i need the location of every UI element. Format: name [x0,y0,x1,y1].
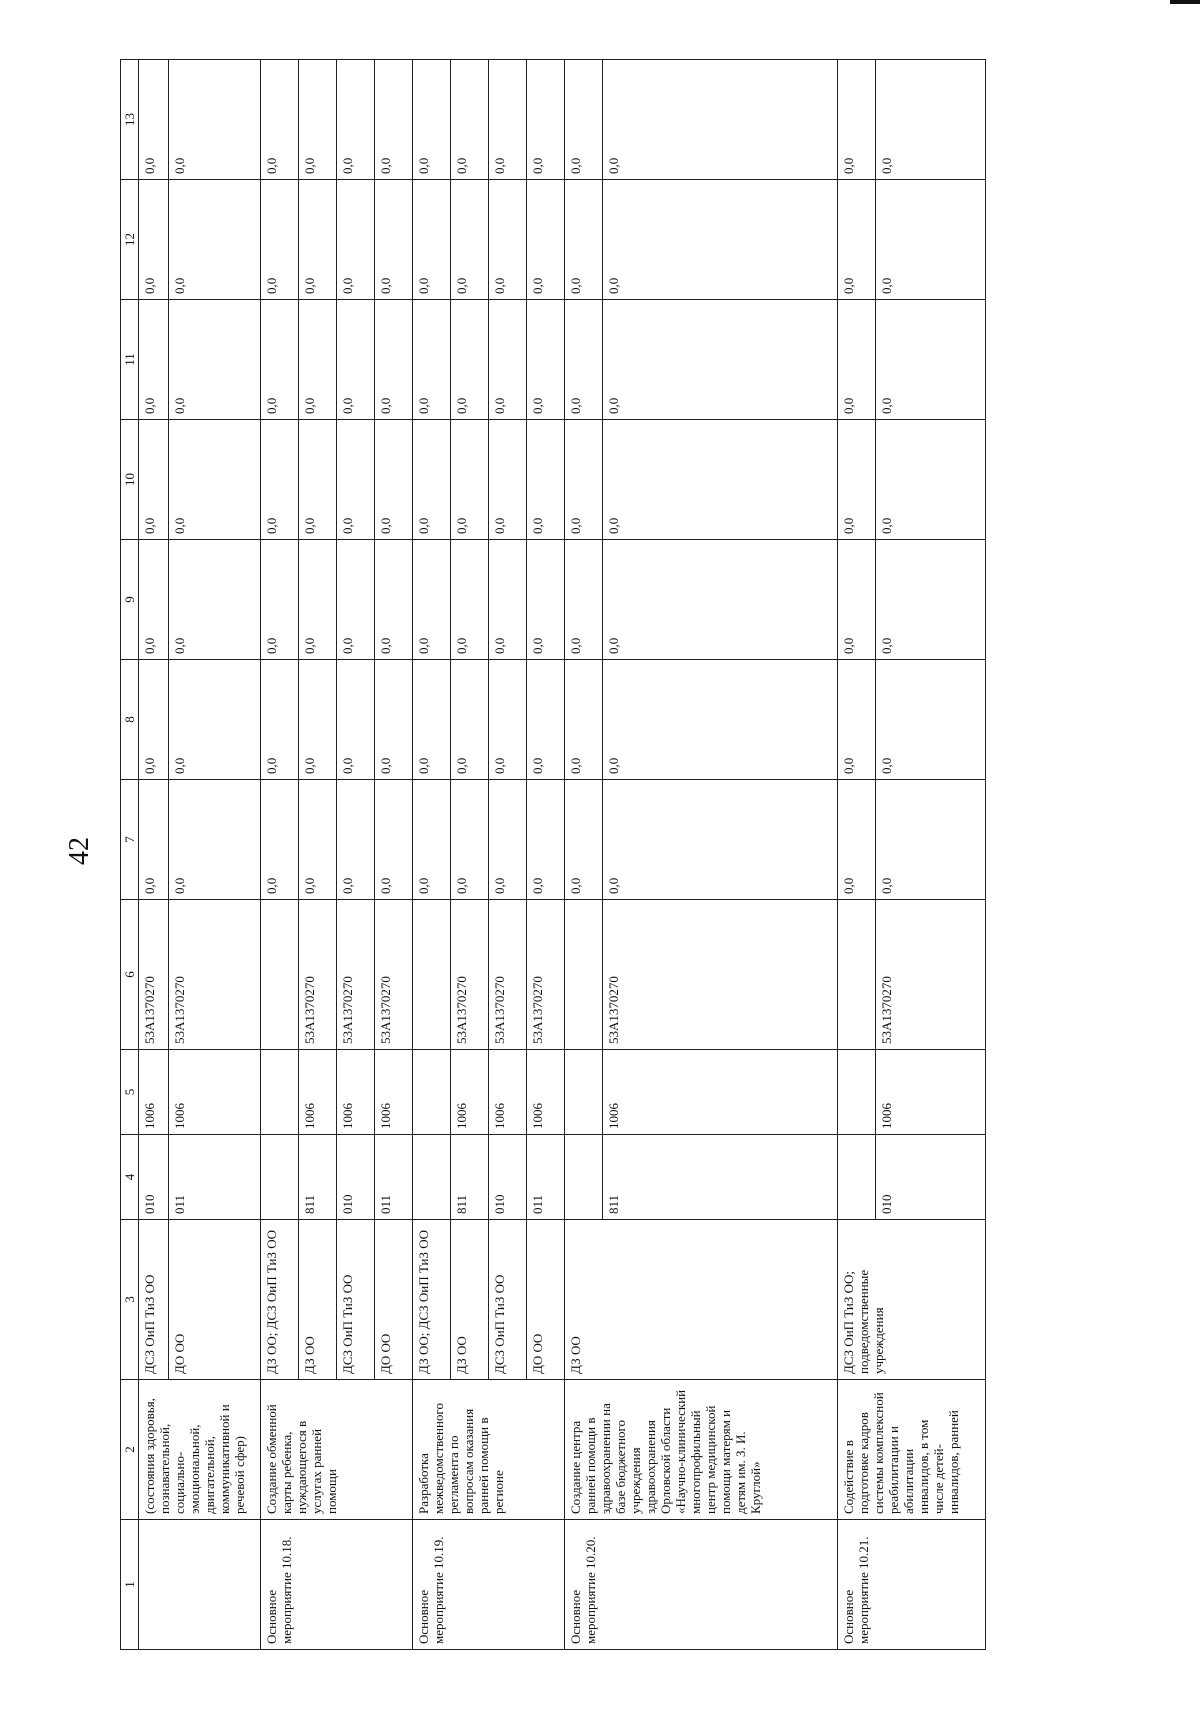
grbs-code: 010 [876,1135,986,1220]
value-cell: 0,0 [337,180,375,300]
col-header: 7 [121,780,139,900]
section-code: 1006 [603,1050,838,1135]
value-cell: 0,0 [876,660,986,780]
value-cell: 0,0 [451,660,489,780]
value-cell: 0,0 [876,300,986,420]
value-cell: 0,0 [565,540,603,660]
section-code [838,1050,876,1135]
value-cell: 0,0 [876,60,986,180]
col-header: 4 [121,1135,139,1220]
value-cell: 0,0 [565,780,603,900]
activity-description: Разработка межведомственного регламента по вопросам оказания ранней помощи в регионе [413,1380,565,1520]
value-cell: 0,0 [489,660,527,780]
activity-number: Основное мероприятие 10.20. [565,1520,838,1650]
activity-number: Основное мероприятие 10.21. [838,1520,986,1650]
value-cell: 0,0 [876,780,986,900]
value-cell: 0,0 [489,540,527,660]
value-cell: 0,0 [603,660,838,780]
value-cell: 0,0 [169,60,261,180]
grbs-code: 811 [299,1135,337,1220]
section-code: 1006 [527,1050,565,1135]
section-code: 1006 [169,1050,261,1135]
value-cell: 0,0 [337,300,375,420]
value-cell: 0,0 [413,660,451,780]
executor-cell: ДСЗ ОиП ТиЗ ОО [337,1220,375,1380]
table-row [261,60,299,1650]
grbs-code: 010 [139,1135,169,1220]
value-cell: 0,0 [375,660,413,780]
value-cell: 0,0 [838,780,876,900]
value-cell: 0,0 [838,180,876,300]
value-cell: 0,0 [261,540,299,660]
value-cell: 0,0 [876,180,986,300]
value-cell: 0,0 [139,660,169,780]
col-header: 2 [121,1380,139,1520]
target-code: 53А1370270 [299,900,337,1050]
section-code [565,1050,603,1135]
target-code: 53А1370270 [337,900,375,1050]
value-cell: 0,0 [838,540,876,660]
value-cell: 0,0 [527,540,565,660]
value-cell: 0,0 [489,780,527,900]
value-cell: 0,0 [565,180,603,300]
value-cell: 0,0 [527,300,565,420]
col-header: 12 [121,180,139,300]
target-code: 53А1370270 [375,900,413,1050]
value-cell: 0,0 [876,540,986,660]
value-cell: 0,0 [603,60,838,180]
value-cell: 0,0 [527,660,565,780]
value-cell: 0,0 [139,420,169,540]
section-code: 1006 [375,1050,413,1135]
value-cell: 0,0 [337,540,375,660]
executor-cell: ДО ОО [375,1220,413,1380]
executor-cell: ДО ОО [527,1220,565,1380]
column-number-row [121,60,139,1650]
grbs-code: 011 [169,1135,261,1220]
executor-cell: ДСЗ ОиП ТиЗ ОО; подведомственные учреждения [838,1220,986,1380]
value-cell: 0,0 [565,420,603,540]
value-cell: 0,0 [299,180,337,300]
grbs-code [838,1135,876,1220]
value-cell: 0,0 [261,300,299,420]
value-cell: 0,0 [261,660,299,780]
value-cell: 0,0 [169,180,261,300]
target-code: 53А1370270 [139,900,169,1050]
value-cell: 0,0 [451,300,489,420]
value-cell: 0,0 [451,60,489,180]
grbs-code: 811 [603,1135,838,1220]
value-cell: 0,0 [565,60,603,180]
col-header: 8 [121,660,139,780]
activity-description: (состояния здоровья, познавательной, социально-эмоциональной, двигательной, коммуникативной и речевой сфер) [139,1380,261,1520]
table-row [139,60,169,1650]
value-cell: 0,0 [169,420,261,540]
col-header: 5 [121,1050,139,1135]
value-cell: 0,0 [299,60,337,180]
table-row [413,60,451,1650]
section-code: 1006 [876,1050,986,1135]
value-cell: 0,0 [299,300,337,420]
value-cell: 0,0 [603,540,838,660]
executor-cell: ДЗ ОО [451,1220,489,1380]
value-cell: 0,0 [337,420,375,540]
value-cell: 0,0 [139,780,169,900]
value-cell: 0,0 [451,780,489,900]
target-code [838,900,876,1050]
value-cell: 0,0 [603,420,838,540]
value-cell: 0,0 [299,660,337,780]
value-cell: 0,0 [139,300,169,420]
section-code: 1006 [337,1050,375,1135]
value-cell: 0,0 [489,60,527,180]
col-header: 11 [121,300,139,420]
table-row [565,60,603,1650]
budget-table [120,59,986,1650]
value-cell: 0,0 [261,60,299,180]
activity-number: Основное мероприятие 10.19. [413,1520,565,1650]
section-code [261,1050,299,1135]
value-cell: 0,0 [838,60,876,180]
target-code: 53А1370270 [527,900,565,1050]
grbs-code: 010 [337,1135,375,1220]
value-cell: 0,0 [337,60,375,180]
target-code [261,900,299,1050]
section-code: 1006 [451,1050,489,1135]
executor-cell: ДСЗ ОиП ТиЗ ОО [489,1220,527,1380]
value-cell: 0,0 [299,780,337,900]
col-header: 1 [121,1520,139,1650]
value-cell: 0,0 [337,780,375,900]
rotated-table-container [120,60,1080,1650]
activity-number: Основное мероприятие 10.18. [261,1520,413,1650]
executor-cell: ДЗ ОО [565,1220,838,1380]
value-cell: 0,0 [527,780,565,900]
value-cell: 0,0 [413,540,451,660]
corner-mark [1170,0,1200,4]
value-cell: 0,0 [169,660,261,780]
target-code [413,900,451,1050]
value-cell: 0,0 [413,300,451,420]
value-cell: 0,0 [603,780,838,900]
value-cell: 0,0 [451,180,489,300]
target-code: 53А1370270 [451,900,489,1050]
value-cell: 0,0 [299,540,337,660]
section-code: 1006 [489,1050,527,1135]
value-cell: 0,0 [565,300,603,420]
section-code: 1006 [139,1050,169,1135]
value-cell: 0,0 [261,180,299,300]
grbs-code: 011 [527,1135,565,1220]
value-cell: 0,0 [375,300,413,420]
section-code [413,1050,451,1135]
value-cell: 0,0 [139,540,169,660]
value-cell: 0,0 [876,420,986,540]
value-cell: 0,0 [527,60,565,180]
value-cell: 0,0 [169,540,261,660]
target-code: 53А1370270 [876,900,986,1050]
value-cell: 0,0 [139,60,169,180]
section-code: 1006 [299,1050,337,1135]
value-cell: 0,0 [413,60,451,180]
value-cell: 0,0 [527,180,565,300]
page-number: 42 [64,837,95,865]
value-cell: 0,0 [838,660,876,780]
value-cell: 0,0 [838,420,876,540]
executor-cell: ДЗ ОО [299,1220,337,1380]
col-header: 9 [121,540,139,660]
executor-cell: ДЗ ОО; ДСЗ ОиП ТиЗ ОО [413,1220,451,1380]
target-code: 53А1370270 [489,900,527,1050]
table-row [838,60,876,1650]
activity-description: Создание обменной карты ребенка, нуждающегося в услугах ранней помощи [261,1380,413,1520]
value-cell: 0,0 [565,660,603,780]
executor-cell: ДО ОО [169,1220,261,1380]
value-cell: 0,0 [375,420,413,540]
value-cell: 0,0 [489,300,527,420]
value-cell: 0,0 [603,180,838,300]
value-cell: 0,0 [261,420,299,540]
value-cell: 0,0 [299,420,337,540]
value-cell: 0,0 [261,780,299,900]
value-cell: 0,0 [603,300,838,420]
activity-cell [139,1520,261,1650]
target-code [565,900,603,1050]
value-cell: 0,0 [527,420,565,540]
target-code: 53А1370270 [603,900,838,1050]
col-header: 10 [121,420,139,540]
value-cell: 0,0 [375,180,413,300]
grbs-code: 811 [451,1135,489,1220]
grbs-code [261,1135,299,1220]
value-cell: 0,0 [451,540,489,660]
activity-description: Создание центра ранней помощи в здравоохранении на базе бюджетного учреждения здравоохранения Орловской области «Научно-клинический многопрофильный центр медицинской помощи матерям и детям им. З. И. Круглой» [565,1380,838,1520]
col-header: 13 [121,60,139,180]
value-cell: 0,0 [413,180,451,300]
col-header: 6 [121,900,139,1050]
value-cell: 0,0 [337,660,375,780]
value-cell: 0,0 [375,60,413,180]
value-cell: 0,0 [169,780,261,900]
executor-cell: ДЗ ОО; ДСЗ ОиП ТиЗ ОО [261,1220,299,1380]
grbs-code: 010 [489,1135,527,1220]
value-cell: 0,0 [375,540,413,660]
value-cell: 0,0 [169,300,261,420]
grbs-code: 011 [375,1135,413,1220]
activity-description: Содействие в подготовке кадров системы комплексной реабилитации и абилитации инвалидов, в том числе детей-инвалидов, ранней [838,1380,986,1520]
executor-cell: ДСЗ ОиП ТиЗ ОО [139,1220,169,1380]
grbs-code [565,1135,603,1220]
value-cell: 0,0 [413,420,451,540]
value-cell: 0,0 [489,180,527,300]
grbs-code [413,1135,451,1220]
target-code: 53А1370270 [169,900,261,1050]
value-cell: 0,0 [451,420,489,540]
value-cell: 0,0 [838,300,876,420]
value-cell: 0,0 [139,180,169,300]
col-header: 3 [121,1220,139,1380]
value-cell: 0,0 [375,780,413,900]
value-cell: 0,0 [489,420,527,540]
value-cell: 0,0 [413,780,451,900]
